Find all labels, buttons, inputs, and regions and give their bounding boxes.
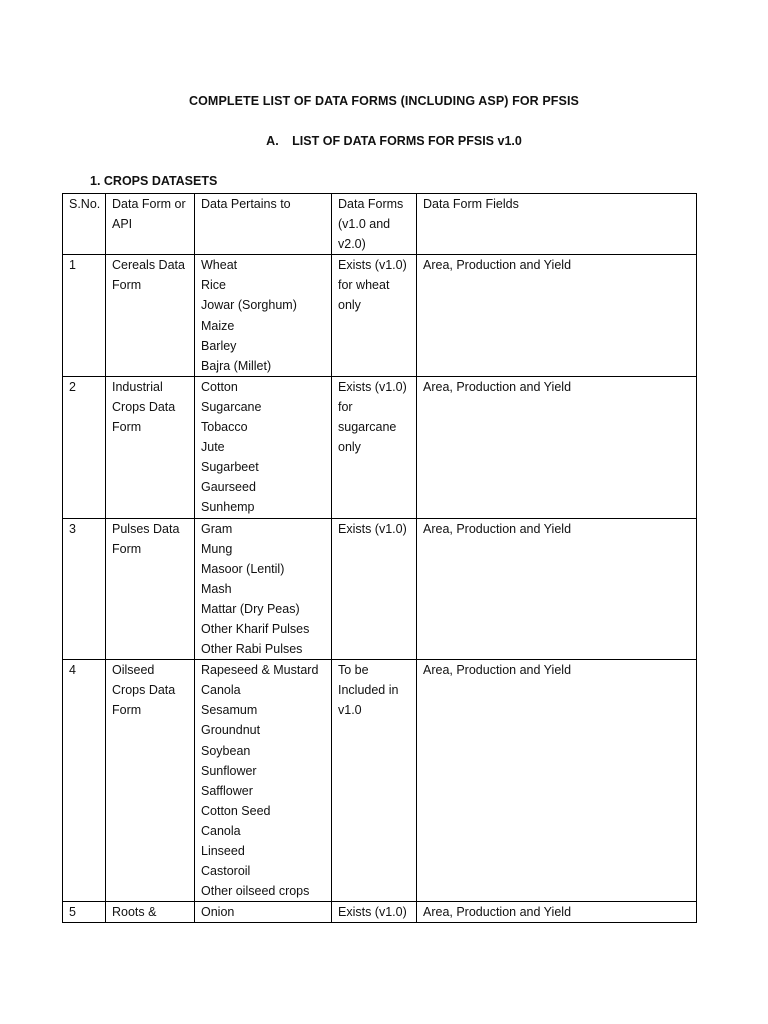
cell-data-form: Oilseed Crops Data Form: [106, 660, 195, 902]
cell-pertains-to: Wheat Rice Jowar (Sorghum) Maize Barley Bajra (Millet): [195, 255, 332, 377]
section-letter: A.: [266, 134, 279, 148]
cell-data-forms-status: To be Included in v1.0: [332, 660, 417, 902]
cell-data-form: Roots &: [106, 902, 195, 923]
cell-pertains-to: Onion: [195, 902, 332, 923]
table-row: [63, 660, 697, 902]
cell-data-forms-status: Exists (v1.0) for wheat only: [332, 255, 417, 377]
header-data-forms-version: Data Forms (v1.0 and v2.0): [332, 194, 417, 255]
cell-sno: 1: [63, 255, 106, 377]
cell-form-fields: Area, Production and Yield: [417, 376, 697, 518]
header-sno: S.No.: [63, 194, 106, 255]
cell-form-fields: Area, Production and Yield: [417, 255, 697, 377]
cell-sno: 5: [63, 902, 106, 923]
section-title: LIST OF DATA FORMS FOR PFSIS v1.0: [292, 134, 522, 148]
table-header-row: [63, 194, 697, 255]
cell-pertains-to: Cotton Sugarcane Tobacco Jute Sugarbeet Gaurseed Sunhemp: [195, 376, 332, 518]
cell-sno: 3: [63, 518, 106, 660]
cell-form-fields: Area, Production and Yield: [417, 518, 697, 660]
table-row: [63, 902, 697, 923]
table-row: [63, 376, 697, 518]
cell-sno: 4: [63, 660, 106, 902]
cell-data-forms-status: Exists (v1.0): [332, 902, 417, 923]
document-title: COMPLETE LIST OF DATA FORMS (INCLUDING ASP) FOR PFSIS: [188, 94, 579, 108]
cell-form-fields: Area, Production and Yield: [417, 660, 697, 902]
cell-data-forms-status: Exists (v1.0): [332, 518, 417, 660]
table-row: [63, 255, 697, 377]
cell-data-form: Pulses Data Form: [106, 518, 195, 660]
cell-data-forms-status: Exists (v1.0) for sugarcane only: [332, 376, 417, 518]
cell-form-fields: Area, Production and Yield: [417, 902, 697, 923]
crops-datasets-table: [62, 193, 697, 923]
cell-sno: 2: [63, 376, 106, 518]
header-pertains-to: Data Pertains to: [195, 194, 332, 255]
cell-pertains-to: Rapeseed & Mustard Canola Sesamum Groundnut Soybean Sunflower Safflower Cotton Seed Canola Linseed Castoroil Other oilseed crops: [195, 660, 332, 902]
table-row: [63, 518, 697, 660]
cell-data-form: Cereals Data Form: [106, 255, 195, 377]
cell-data-form: Industrial Crops Data Form: [106, 376, 195, 518]
header-form-fields: Data Form Fields: [417, 194, 697, 255]
cell-pertains-to: Gram Mung Masoor (Lentil) Mash Mattar (Dry Peas) Other Kharif Pulses Other Rabi Pulses: [195, 518, 332, 660]
section-heading: [0, 134, 768, 148]
subsection-heading: 1. CROPS DATASETS: [90, 174, 218, 188]
header-data-form: Data Form or API: [106, 194, 195, 255]
